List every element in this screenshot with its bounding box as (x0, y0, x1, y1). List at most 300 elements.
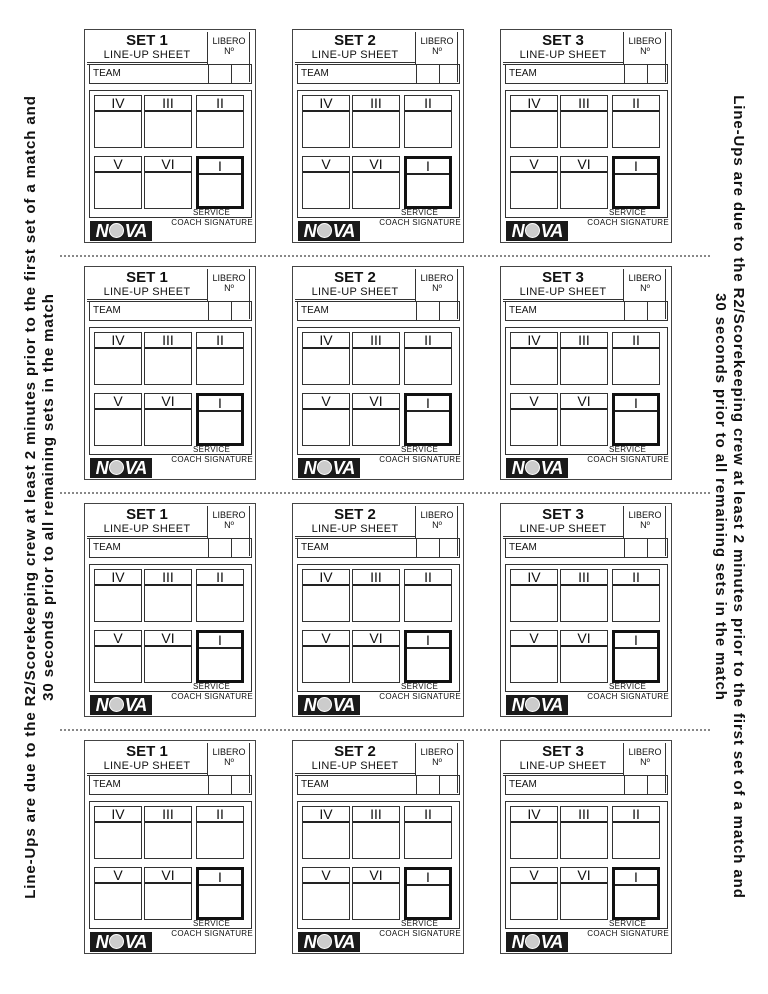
instructions-line-2: 30 seconds prior to all remaining sets in the match (40, 293, 57, 701)
position-box-i[interactable] (612, 867, 660, 920)
logo-text-n: N (511, 932, 524, 952)
card-header (295, 269, 416, 302)
cut-line (60, 492, 710, 494)
position-label: IV (95, 807, 141, 823)
libero-box (207, 743, 251, 775)
card-header (503, 269, 624, 302)
libero-number-field-1 (208, 776, 209, 794)
position-box-ii[interactable] (196, 332, 244, 385)
libero-number-field-2 (647, 539, 648, 557)
libero-number-field-1 (208, 65, 209, 83)
card-header (295, 32, 416, 65)
position-box-i[interactable] (404, 156, 452, 209)
position-label: IV (95, 96, 141, 112)
position-label: I (615, 396, 657, 412)
libero-number-label: Nº (224, 757, 234, 767)
position-box-ii[interactable] (404, 569, 452, 622)
logo-text-n: N (303, 458, 316, 478)
position-box-v[interactable] (94, 393, 142, 446)
position-box-iii[interactable] (144, 569, 192, 622)
lineup-sheet-subtitle: LINE-UP SHEET (503, 523, 623, 537)
libero-box (623, 743, 667, 775)
libero-box (623, 32, 667, 64)
team-field[interactable] (505, 538, 668, 558)
position-box-v[interactable] (94, 630, 142, 683)
cut-line (60, 729, 710, 731)
libero-label: LIBERO (628, 36, 662, 46)
position-box-vi[interactable] (560, 867, 608, 920)
position-box-i[interactable] (612, 393, 660, 446)
volleyball-icon (109, 460, 124, 475)
court-positions (505, 801, 668, 929)
position-box-v[interactable] (510, 393, 558, 446)
libero-number-field-1 (624, 539, 625, 557)
position-label: VI (353, 394, 399, 410)
service-label: SERVICE (401, 208, 439, 217)
position-box-vi[interactable] (560, 156, 608, 209)
position-box-i[interactable] (404, 393, 452, 446)
set-title: SET 1 (126, 32, 168, 49)
libero-label: LIBERO (212, 747, 246, 757)
position-box-iii[interactable] (560, 95, 608, 148)
position-box-iii[interactable] (144, 332, 192, 385)
logo-text-n: N (303, 221, 316, 241)
set-title: SET 2 (334, 32, 376, 49)
position-label: II (197, 333, 243, 349)
position-label: I (199, 159, 241, 175)
court-positions (89, 327, 252, 455)
lineup-card (500, 29, 672, 243)
team-field[interactable] (297, 301, 460, 321)
position-box-iv[interactable] (94, 332, 142, 385)
position-box-i[interactable] (196, 156, 244, 209)
nova-logo (298, 695, 360, 715)
libero-number-label: Nº (640, 46, 650, 56)
libero-number-label: Nº (224, 46, 234, 56)
position-label: III (353, 807, 399, 823)
set-title: SET 3 (542, 269, 584, 286)
nova-logo (506, 221, 568, 241)
libero-number-label: Nº (432, 757, 442, 767)
position-box-ii[interactable] (612, 569, 660, 622)
position-label: II (613, 333, 659, 349)
coach-signature-label: COACH SIGNATURE (379, 692, 461, 701)
position-label: VI (353, 157, 399, 173)
lineup-card (500, 503, 672, 717)
lineup-sheet-subtitle: LINE-UP SHEET (295, 49, 415, 63)
position-box-v[interactable] (302, 867, 350, 920)
position-box-iii[interactable] (144, 806, 192, 859)
set-title: SET 2 (334, 506, 376, 523)
position-label: V (95, 631, 141, 647)
position-label: I (199, 633, 241, 649)
position-label: V (95, 394, 141, 410)
position-box-iv[interactable] (302, 95, 350, 148)
card-header (503, 32, 624, 65)
libero-label: LIBERO (420, 273, 454, 283)
team-field[interactable] (89, 301, 252, 321)
team-label: TEAM (301, 542, 329, 553)
team-label: TEAM (301, 779, 329, 790)
team-field[interactable] (89, 64, 252, 84)
libero-label: LIBERO (212, 510, 246, 520)
position-box-ii[interactable] (612, 806, 660, 859)
service-label: SERVICE (401, 682, 439, 691)
volleyball-icon (525, 934, 540, 949)
libero-box (415, 269, 459, 301)
position-label: V (95, 157, 141, 173)
position-box-v[interactable] (510, 156, 558, 209)
libero-label: LIBERO (628, 273, 662, 283)
position-box-iv[interactable] (302, 569, 350, 622)
position-box-iv[interactable] (510, 95, 558, 148)
team-field[interactable] (505, 64, 668, 84)
team-field[interactable] (297, 64, 460, 84)
position-box-iv[interactable] (510, 569, 558, 622)
libero-box (207, 506, 251, 538)
court-positions (297, 327, 460, 455)
team-field[interactable] (505, 775, 668, 795)
coach-signature-label: COACH SIGNATURE (379, 929, 461, 938)
volleyball-icon (317, 697, 332, 712)
position-label: IV (303, 333, 349, 349)
volleyball-icon (317, 460, 332, 475)
position-box-ii[interactable] (612, 332, 660, 385)
position-label: V (303, 868, 349, 884)
team-field[interactable] (297, 538, 460, 558)
position-label: III (353, 333, 399, 349)
service-label: SERVICE (193, 208, 231, 217)
card-header (503, 743, 624, 776)
libero-label: LIBERO (420, 36, 454, 46)
logo-text-va: VA (124, 221, 147, 241)
card-header (295, 506, 416, 539)
position-box-ii[interactable] (404, 95, 452, 148)
coach-signature-label: COACH SIGNATURE (379, 455, 461, 464)
team-label: TEAM (509, 305, 537, 316)
position-box-iii[interactable] (352, 332, 400, 385)
team-field[interactable] (89, 538, 252, 558)
position-box-vi[interactable] (352, 630, 400, 683)
team-label: TEAM (301, 68, 329, 79)
libero-number-field-1 (624, 302, 625, 320)
position-box-v[interactable] (510, 630, 558, 683)
court-positions (505, 564, 668, 692)
position-label: II (613, 96, 659, 112)
position-label: III (145, 96, 191, 112)
set-title: SET 2 (334, 743, 376, 760)
volleyball-icon (317, 223, 332, 238)
cut-line (60, 255, 710, 257)
position-label: I (615, 870, 657, 886)
position-label: VI (561, 394, 607, 410)
card-header (295, 743, 416, 776)
court-positions (297, 564, 460, 692)
team-label: TEAM (301, 305, 329, 316)
nova-logo (506, 458, 568, 478)
position-label: II (613, 570, 659, 586)
set-title: SET 1 (126, 743, 168, 760)
position-label: III (353, 96, 399, 112)
logo-text-n: N (303, 695, 316, 715)
position-box-v[interactable] (302, 156, 350, 209)
lineup-card (500, 740, 672, 954)
lineup-sheet-subtitle: LINE-UP SHEET (87, 523, 207, 537)
position-box-iii[interactable] (144, 95, 192, 148)
volleyball-icon (525, 697, 540, 712)
coach-signature-label: COACH SIGNATURE (171, 929, 253, 938)
position-box-i[interactable] (612, 630, 660, 683)
position-box-v[interactable] (94, 156, 142, 209)
position-label: IV (303, 570, 349, 586)
logo-text-n: N (303, 932, 316, 952)
position-label: III (145, 807, 191, 823)
lineup-card (292, 29, 464, 243)
position-box-iii[interactable] (352, 569, 400, 622)
team-label: TEAM (93, 68, 121, 79)
lineup-sheet-subtitle: LINE-UP SHEET (503, 49, 623, 63)
instructions-left (22, 95, 58, 899)
coach-signature-label: COACH SIGNATURE (171, 455, 253, 464)
libero-box (207, 269, 251, 301)
position-label: I (615, 159, 657, 175)
libero-label: LIBERO (420, 510, 454, 520)
lineup-card (292, 503, 464, 717)
coach-signature-label: COACH SIGNATURE (379, 218, 461, 227)
position-box-i[interactable] (196, 867, 244, 920)
court-positions (505, 327, 668, 455)
lineup-card (84, 740, 256, 954)
libero-number-field-2 (439, 65, 440, 83)
team-label: TEAM (509, 542, 537, 553)
position-box-iv[interactable] (302, 806, 350, 859)
position-label: I (615, 633, 657, 649)
logo-text-va: VA (332, 932, 355, 952)
position-box-iii[interactable] (352, 95, 400, 148)
libero-number-label: Nº (432, 283, 442, 293)
position-label: V (95, 868, 141, 884)
lineup-card (292, 266, 464, 480)
nova-logo (90, 458, 152, 478)
position-label: II (405, 96, 451, 112)
logo-text-n: N (95, 221, 108, 241)
position-box-vi[interactable] (352, 867, 400, 920)
service-label: SERVICE (401, 445, 439, 454)
position-box-i[interactable] (196, 630, 244, 683)
position-box-ii[interactable] (612, 95, 660, 148)
coach-signature-label: COACH SIGNATURE (587, 929, 669, 938)
position-label: II (197, 96, 243, 112)
position-box-ii[interactable] (196, 95, 244, 148)
position-box-iv[interactable] (94, 806, 142, 859)
libero-number-field-1 (624, 65, 625, 83)
court-positions (297, 90, 460, 218)
libero-label: LIBERO (628, 747, 662, 757)
volleyball-icon (525, 460, 540, 475)
position-box-v[interactable] (302, 393, 350, 446)
position-label: IV (511, 96, 557, 112)
libero-label: LIBERO (212, 273, 246, 283)
position-box-iv[interactable] (94, 95, 142, 148)
card-header (87, 743, 208, 776)
logo-text-va: VA (540, 221, 563, 241)
position-label: III (145, 570, 191, 586)
position-label: VI (145, 394, 191, 410)
position-box-iii[interactable] (560, 332, 608, 385)
position-label: III (145, 333, 191, 349)
nova-logo (298, 221, 360, 241)
lineup-card (500, 266, 672, 480)
volleyball-icon (109, 934, 124, 949)
position-box-vi[interactable] (352, 393, 400, 446)
libero-number-field-1 (416, 776, 417, 794)
lineup-sheet-subtitle: LINE-UP SHEET (295, 523, 415, 537)
position-box-vi[interactable] (144, 867, 192, 920)
position-label: IV (511, 570, 557, 586)
nova-logo (298, 458, 360, 478)
libero-number-field-1 (416, 65, 417, 83)
logo-text-n: N (511, 695, 524, 715)
team-label: TEAM (509, 779, 537, 790)
service-label: SERVICE (401, 919, 439, 928)
position-label: II (197, 807, 243, 823)
logo-text-va: VA (332, 221, 355, 241)
position-box-i[interactable] (612, 156, 660, 209)
position-box-i[interactable] (404, 867, 452, 920)
position-box-iv[interactable] (94, 569, 142, 622)
logo-text-va: VA (124, 458, 147, 478)
position-box-ii[interactable] (196, 806, 244, 859)
volleyball-icon (317, 934, 332, 949)
coach-signature-label: COACH SIGNATURE (171, 218, 253, 227)
position-label: V (303, 157, 349, 173)
set-title: SET 3 (542, 506, 584, 523)
set-title: SET 1 (126, 506, 168, 523)
volleyball-icon (525, 223, 540, 238)
libero-box (415, 743, 459, 775)
position-box-v[interactable] (510, 867, 558, 920)
position-label: V (303, 394, 349, 410)
libero-number-field-2 (231, 302, 232, 320)
lineup-card (84, 266, 256, 480)
team-field[interactable] (89, 775, 252, 795)
position-box-iii[interactable] (560, 806, 608, 859)
lineup-card (84, 29, 256, 243)
position-label: II (405, 570, 451, 586)
position-box-i[interactable] (196, 393, 244, 446)
card-header (503, 506, 624, 539)
lineup-sheet-subtitle: LINE-UP SHEET (295, 286, 415, 300)
libero-box (623, 506, 667, 538)
position-box-iv[interactable] (510, 332, 558, 385)
position-box-ii[interactable] (404, 332, 452, 385)
position-box-iii[interactable] (352, 806, 400, 859)
libero-number-field-1 (208, 539, 209, 557)
card-header (87, 32, 208, 65)
service-label: SERVICE (609, 682, 647, 691)
position-box-vi[interactable] (560, 630, 608, 683)
team-label: TEAM (93, 779, 121, 790)
service-label: SERVICE (609, 208, 647, 217)
service-label: SERVICE (609, 919, 647, 928)
team-field[interactable] (297, 775, 460, 795)
logo-text-va: VA (540, 458, 563, 478)
logo-text-va: VA (332, 695, 355, 715)
position-box-v[interactable] (94, 867, 142, 920)
card-header (87, 506, 208, 539)
position-label: VI (145, 631, 191, 647)
position-box-v[interactable] (302, 630, 350, 683)
position-label: III (561, 570, 607, 586)
position-box-vi[interactable] (144, 156, 192, 209)
coach-signature-label: COACH SIGNATURE (587, 692, 669, 701)
position-box-vi[interactable] (144, 393, 192, 446)
position-label: IV (95, 333, 141, 349)
position-label: III (561, 333, 607, 349)
team-label: TEAM (93, 542, 121, 553)
position-box-vi[interactable] (352, 156, 400, 209)
position-label: VI (561, 631, 607, 647)
position-label: I (199, 396, 241, 412)
logo-text-n: N (511, 221, 524, 241)
position-label: IV (511, 807, 557, 823)
nova-logo (90, 695, 152, 715)
logo-text-va: VA (124, 932, 147, 952)
service-label: SERVICE (193, 682, 231, 691)
instructions-line-1: Line-Ups are due to the R2/Scorekeeping crew at least 2 minutes prior to the first set of a match and (730, 95, 747, 899)
service-label: SERVICE (609, 445, 647, 454)
instructions-line-1: Line-Ups are due to the R2/Scorekeeping crew at least 2 minutes prior to the first set of a match and (22, 95, 39, 899)
libero-number-label: Nº (224, 283, 234, 293)
position-box-i[interactable] (404, 630, 452, 683)
lineup-sheet-subtitle: LINE-UP SHEET (87, 760, 207, 774)
card-header (87, 269, 208, 302)
logo-text-va: VA (540, 695, 563, 715)
position-box-ii[interactable] (404, 806, 452, 859)
position-label: IV (511, 333, 557, 349)
court-positions (89, 801, 252, 929)
position-box-vi[interactable] (560, 393, 608, 446)
instructions-right (711, 95, 747, 899)
lineup-sheet-subtitle: LINE-UP SHEET (87, 286, 207, 300)
position-box-iv[interactable] (510, 806, 558, 859)
position-label: VI (145, 157, 191, 173)
position-box-iii[interactable] (560, 569, 608, 622)
libero-number-label: Nº (640, 757, 650, 767)
libero-box (207, 32, 251, 64)
libero-number-field-1 (416, 302, 417, 320)
position-label: V (303, 631, 349, 647)
libero-number-field-1 (624, 776, 625, 794)
position-box-vi[interactable] (144, 630, 192, 683)
position-box-ii[interactable] (196, 569, 244, 622)
position-box-iv[interactable] (302, 332, 350, 385)
libero-label: LIBERO (212, 36, 246, 46)
libero-label: LIBERO (420, 747, 454, 757)
court-positions (297, 801, 460, 929)
logo-text-n: N (95, 458, 108, 478)
set-title: SET 3 (542, 743, 584, 760)
libero-box (623, 269, 667, 301)
lineup-sheet-subtitle: LINE-UP SHEET (295, 760, 415, 774)
libero-number-field-1 (416, 539, 417, 557)
libero-box (415, 32, 459, 64)
position-label: VI (561, 868, 607, 884)
volleyball-icon (109, 223, 124, 238)
libero-number-label: Nº (224, 520, 234, 530)
team-field[interactable] (505, 301, 668, 321)
libero-number-field-2 (439, 539, 440, 557)
